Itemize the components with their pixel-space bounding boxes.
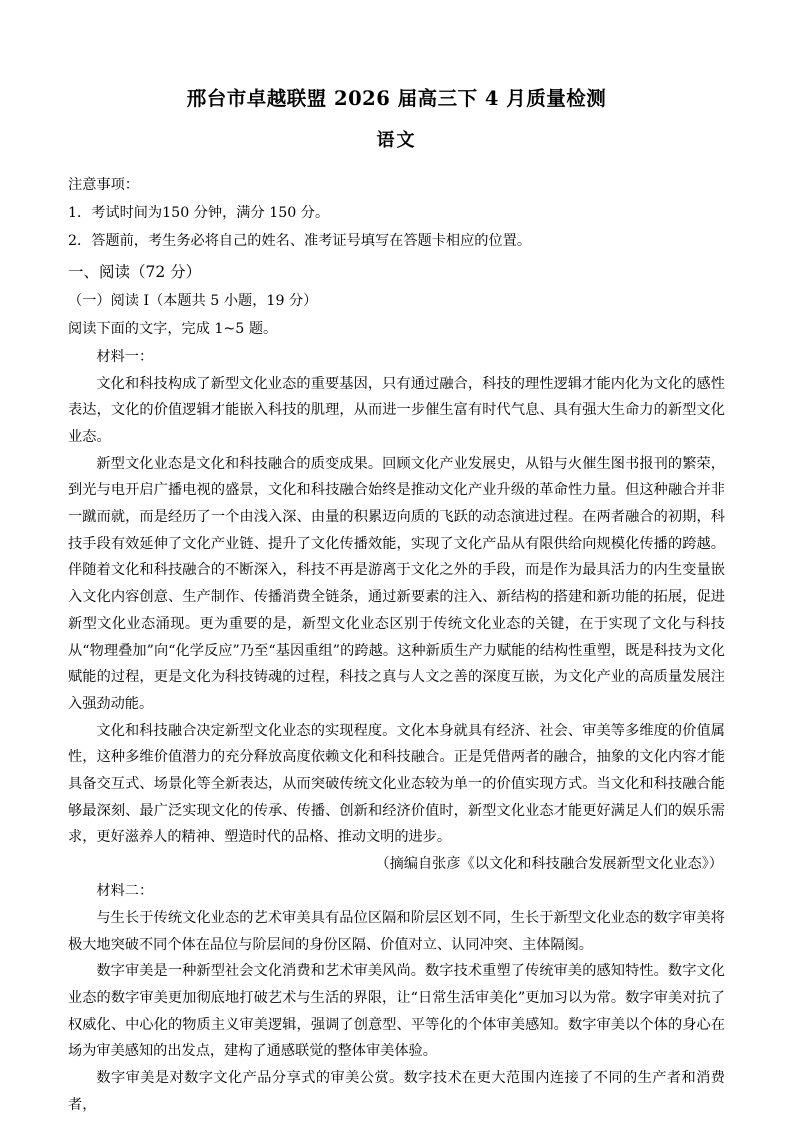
material-one-paragraph-2: 新型文化业态是文化和科技融合的质变成果。回顾文化产业发展史，从铅与火催生图书报刊的繁荣，到光与电开启广播电视的盛景，文化和科技融合始终是推动文化产业升级的革命性力量。但这种融合并非一蹴而就，而是经历了一个由浅入深、由量的积累迈向质的飞跃的动态演进过程。在两者融合的初期，科技手段有效延伸了文化产业链、提升了文化传播效能，实现了文化产品从有限供给向规模化传播的跨越。伴随着文化和科技融合的不断深入，科技不再是游离于文化之外的手段，而是作为最具活力的内生变量嵌入文化内容创意、生产制作、传播消费全链条，通过新要素的注入、新结构的搭建和新功能的拓展，促进新型文化业态涌现。更为重要的是，新型文化业态区别于传统文化业态的关键，在于实现了文化与科技从“物理叠加”向“化学反应”乃至“基因重组”的跨越。这种新质生产力赋能的结构性重塑，既是科技为文化赋能的过程，更是文化为科技铸魂的过程，科技之真与人文之善的深度互嵌，为文化产业的高质量发展注入强劲动能。 <box>68 455 725 712</box>
notice-item-2: 2．答题前，考生务必将自己的姓名、准考证号填写在答题卡相应的位置。 <box>68 232 532 249</box>
instruction-one: 阅读下面的文字，完成 1~5 题。 <box>68 321 278 337</box>
page-subtitle: 语文 <box>376 130 417 152</box>
material-one-paragraph-1: 文化和科技构成了新型文化业态的重要基因，只有通过融合，科技的理性逻辑才能内化为文化的感性表达，文化的价值逻辑才能嵌入科技的肌理，从而进一步催生富有时代气息、具有强大生命力的新型文化业态。 <box>68 375 725 446</box>
notice-heading: 注意事项： <box>68 177 139 194</box>
material-one-paragraph-3: 文化和科技融合决定新型文化业态的实现程度。文化本身就具有经济、社会、审美等多维度的价值属性，这种多维价值潜力的充分释放高度依赖文化和科技融合。正是凭借两者的融合，抽象的文化内容才能具备交互式、场景化等全新表达，从而突破传统文化业态较为单一的价值实现方式。当文化和科技融合能够最深刻、最广泛实现文化的传承、传播、创新和经济价值时，新型文化业态才能更好满足人们的娱乐需求，更好滋养人的精神、塑造时代的品格、推动文明的进步。 <box>68 722 725 846</box>
material-two-paragraph-2: 数字审美是一种新型社会文化消费和艺术审美风尚。数字技术重塑了传统审美的感知特性。数字文化业态的数字审美更加彻底地打破艺术与生活的界限，让“日常生活审美化”更加习以为常。数字审美对抗了权威化、中心化的物质主义审美逻辑，强调了创意型、平等化的个体审美感知。数字审美以个体的身心在场为审美感知的出发点，建构了通感联觉的整体审美体验。 <box>68 963 725 1060</box>
section-heading-one: 一、阅读（72 分） <box>68 263 202 282</box>
material-two-paragraph-1: 与生长于传统文化业态的艺术审美具有品位区隔和阶层区划不同，生长于新型文化业态的数字审美将极大地突破不同个体在品位与阶层间的身份区隔、价值对立、认同冲突、主体隔阂。 <box>68 910 725 953</box>
material-two-paragraph-3: 数字审美是对数字文化产品分享式的审美公赏。数字技术在更大范围内连接了不同的生产者和消费者， <box>68 1070 725 1113</box>
subsection-heading-one: （一）阅读 I（本题共 5 小题，19 分） <box>68 293 318 310</box>
material-one-label: 材料一： <box>96 348 154 365</box>
page-title: 邢台市卓越联盟 2026 届高三下 4 月质量检测 <box>186 87 607 110</box>
notice-item-1: 1．考试时间为150 分钟，满分 150 分。 <box>68 204 330 221</box>
material-two-label: 材料二： <box>96 883 154 900</box>
material-one-source: （摘编自张彦《以文化和科技融合发展新型文化业态》） <box>375 856 723 873</box>
